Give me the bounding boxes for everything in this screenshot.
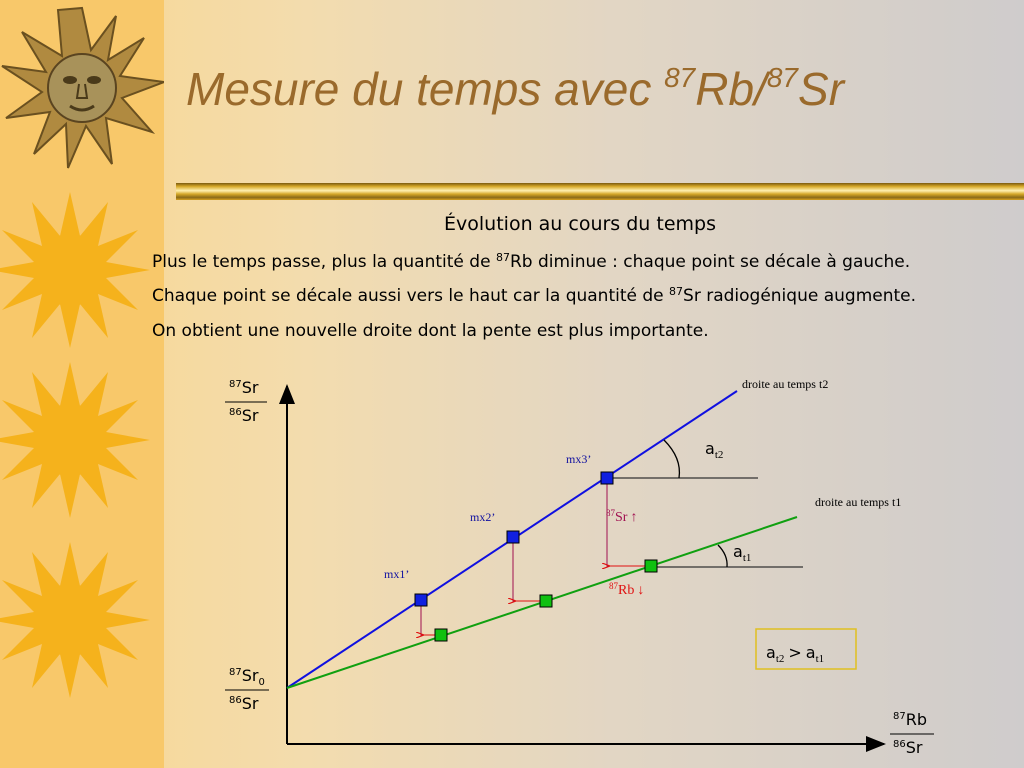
point-blue-1 — [415, 594, 427, 606]
point-label-1: mx1’ — [384, 567, 410, 581]
angle-arc-t1 — [718, 545, 727, 567]
section-subtitle: Évolution au cours du temps — [444, 213, 716, 235]
svg-text:87Rb: $^{87}$Rb — [893, 710, 928, 729]
comparison-text: $a_{t2} > a_{t1}$ — [766, 643, 825, 665]
y-intercept-label — [225, 666, 269, 713]
line-t2-label: droite au temps t2 — [742, 377, 829, 391]
point-green-3 — [645, 560, 657, 572]
point-label-3: mx3’ — [566, 452, 592, 466]
point-green-1 — [435, 629, 447, 641]
svg-text:86Sr: $^{86}$Sr — [893, 738, 923, 757]
svg-text:87Sr: $^{87}$Sr — [229, 378, 259, 397]
point-green-2 — [540, 595, 552, 607]
text-line: Chaque point se décale aussi vers le haut car la quantité de $^{87}$Sr radiogénique augmente. — [152, 285, 917, 306]
y-axis-label — [225, 378, 267, 425]
svg-text:86Sr: $^{86}$Sr — [229, 694, 259, 713]
point-label-2: mx2’ — [470, 510, 496, 524]
line-t1-label: droite au temps t1 — [815, 495, 902, 509]
point-blue-2 — [507, 531, 519, 543]
text-line: Plus le temps passe, plus la quantité de $^{87}$Rb diminue : chaque point se décale à gauche. — [152, 251, 911, 272]
angle-t2-label: $a_{t2}$ — [705, 439, 724, 461]
angle-t1-label: $a_{t1}$ — [733, 542, 752, 564]
svg-text:87Sr0: $^{87}Sr_0$ — [229, 666, 265, 688]
svg-text:86Sr: $^{86}$Sr — [229, 406, 259, 425]
sr-increase-label: $^{87}$Sr ↑ — [606, 508, 638, 525]
angle-arc-t2 — [664, 440, 679, 478]
shift-arrow-2 — [513, 537, 546, 601]
page-title: Mesure du temps avec $^{87}$Rb/$^{87}$Sr — [186, 62, 845, 115]
x-axis-label — [890, 710, 934, 757]
shift-arrow-3 — [607, 478, 651, 566]
text-line: On obtient une nouvelle droite dont la pente est plus importante. — [152, 321, 709, 341]
point-blue-3 — [601, 472, 613, 484]
rb-decrease-label: $^{87}$Rb ↓ — [609, 581, 645, 598]
